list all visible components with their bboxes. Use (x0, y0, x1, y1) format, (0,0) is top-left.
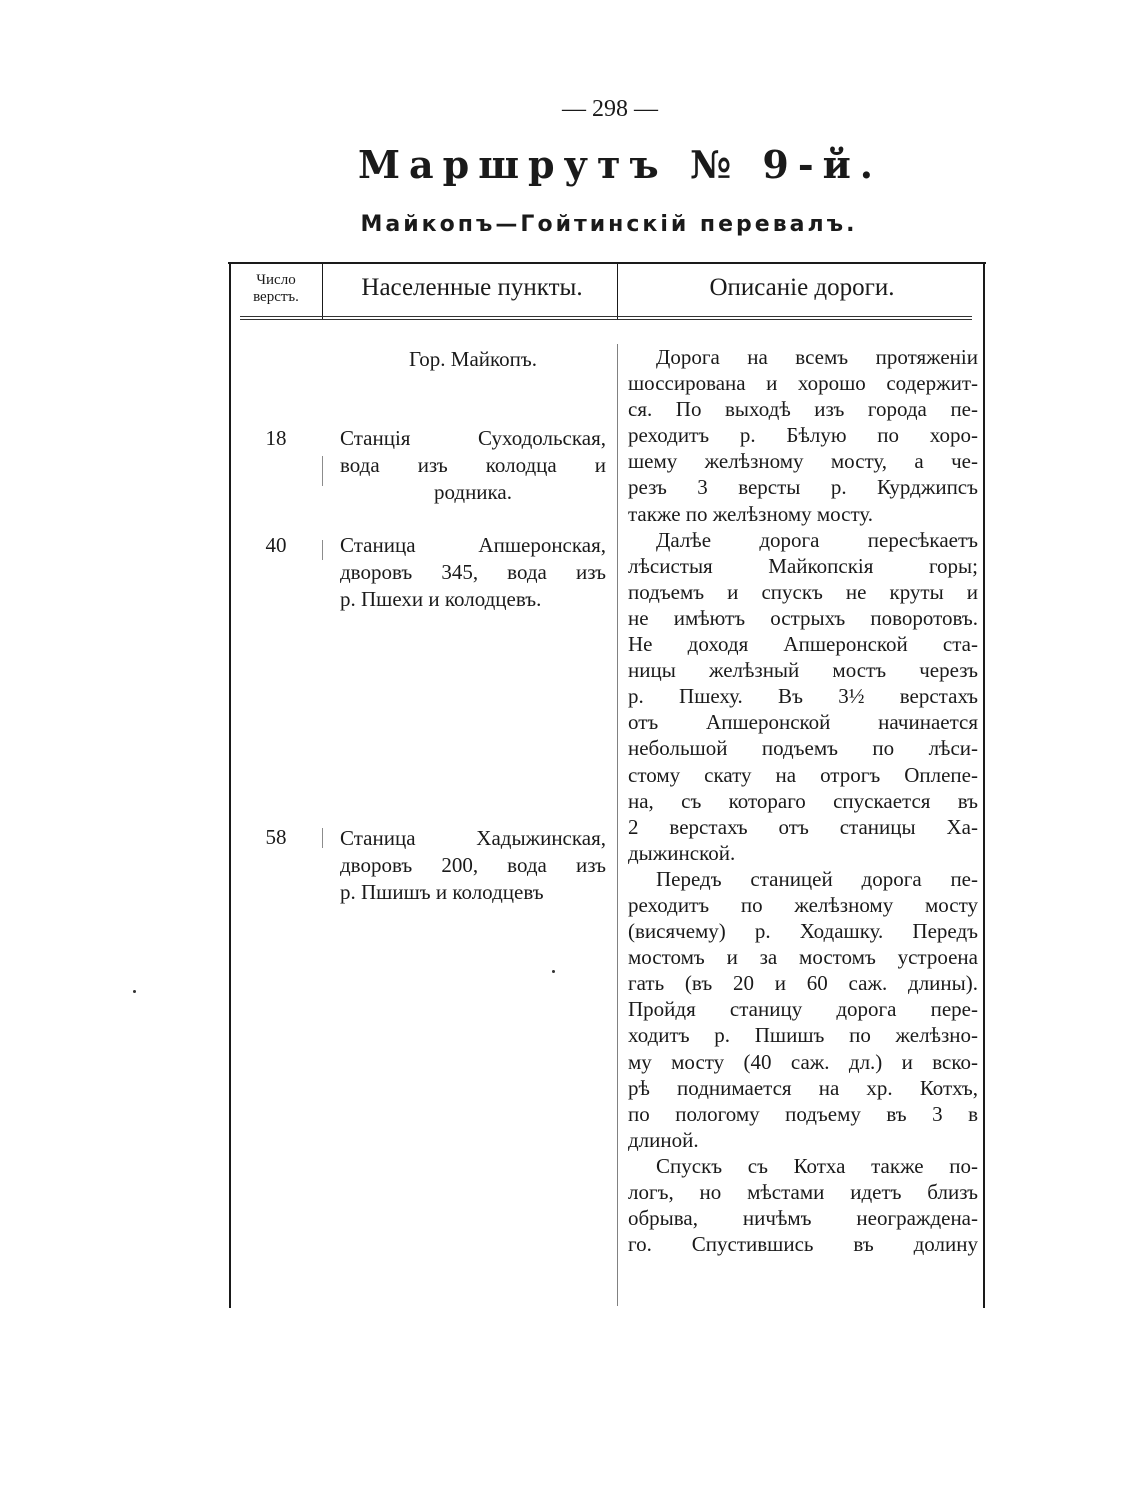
column-divider-1-body-3 (322, 828, 323, 848)
place-apsheronskaya (340, 532, 606, 613)
place-line: Станція Суходольская, (340, 426, 606, 450)
column-divider-1-body-2 (322, 540, 323, 560)
header-versts-line2: верстъ. (253, 289, 299, 305)
description-line: логъ, но мѣстами идетъ близъ (628, 1180, 978, 1204)
description-line: Спускъ съ Котха также по- (656, 1153, 978, 1178)
column-divider-1 (322, 262, 323, 320)
place-line: Гор. Майкопъ. (408, 347, 537, 371)
description-line: ницы желѣзный мостъ черезъ (628, 658, 978, 683)
place-line: вода изъ колодца и (340, 453, 606, 477)
description-line: шему желѣзному мосту, а че- (628, 449, 978, 474)
header-double-rule (240, 316, 972, 320)
description-line: обрыва, ничѣмъ неограждена- (628, 1206, 978, 1231)
versts-cell: 40 (265, 533, 287, 557)
description-line: дыжинской. (628, 840, 736, 865)
description-line: небольшой подъемъ по лѣси- (628, 736, 978, 761)
description-line: рѣ поднимается на хр. Котхъ, (628, 1075, 978, 1100)
table-top-border (228, 262, 986, 264)
description-line: резъ 3 версты р. Курджипсъ (628, 475, 978, 500)
description-line: 2 верстахъ отъ станицы Ха- (628, 814, 978, 839)
column-divider-1-body (322, 456, 323, 486)
description-line: подъемъ и спускъ не круты и (628, 579, 978, 604)
description-line: Дорога на всемъ протяженіи (656, 345, 978, 369)
description-line: реходитъ р. Бѣлую по хоро- (628, 423, 978, 448)
route-title: Маршрутъ № 9-й. (357, 142, 883, 187)
description-line: не имѣютъ острыхъ поворотовъ. (628, 605, 978, 630)
description-line: го. Спустившись въ долину (628, 1232, 978, 1257)
column-divider-2-body (617, 344, 618, 1306)
description-line: р. Пшеху. Въ 3½ верстахъ (628, 684, 978, 709)
description-line: на, съ котораго спускается въ (628, 788, 978, 813)
route-subtitle: Майкопъ—Гойтинскій перевалъ. (360, 212, 858, 237)
description-line: Передъ станицей дорога пе- (656, 866, 978, 891)
table-right-border (983, 262, 985, 1308)
place-sukhodolskaya (340, 425, 606, 506)
description-line: по пологому подъему въ 3 в (628, 1101, 978, 1126)
description-line: отъ Апшеронской начинается (628, 710, 978, 735)
place-line: дворовъ 345, вода изъ (340, 560, 606, 584)
description-line: му мосту (40 саж. дл.) и вско- (628, 1049, 978, 1074)
description-line: реходитъ по желѣзному мосту (628, 892, 978, 917)
description-line: гать (въ 20 и 60 саж. длины). (628, 971, 978, 996)
header-places: Населенные пункты. (361, 274, 583, 301)
description-line: шоссирована и хорошо содержит- (628, 371, 978, 396)
stray-dot (133, 990, 136, 993)
place-line: р. Пшехи и колодцевъ. (340, 587, 542, 611)
description-line: мостомъ и за мостомъ устроена (628, 945, 978, 970)
description-line: Пройдя станицу дорога пере- (628, 997, 978, 1022)
header-versts-line1: Число (256, 272, 296, 288)
place-khadyzhinskaya (340, 825, 606, 906)
description-line: длиной. (628, 1127, 699, 1152)
place-line: р. Пшишъ и колодцевъ (340, 880, 544, 904)
stray-dot (552, 970, 555, 973)
place-maikop (340, 346, 606, 373)
table-left-border (229, 262, 231, 1308)
place-line: родника. (433, 480, 512, 504)
description-line: Далѣе дорога пересѣкаетъ (656, 527, 978, 552)
description-line: лѣсистыя Майкопскія горы; (628, 553, 978, 578)
page-number: — 298 — (562, 96, 658, 122)
header-description: Описаніе дороги. (709, 274, 895, 301)
description-line: также по желѣзному мосту. (628, 501, 874, 526)
place-line: Станица Апшеронская, (340, 533, 606, 557)
place-line: дворовъ 200, вода изъ (340, 853, 606, 877)
description-line: ся. По выходѣ изъ города пе- (628, 397, 978, 422)
description-line: (висячему) р. Ходашку. Передъ (628, 919, 978, 944)
place-line: Станица Хадыжинская, (340, 826, 606, 850)
header-versts (236, 272, 316, 306)
description-line: ходитъ р. Пшишъ по желѣзно- (628, 1023, 978, 1048)
description-line: Не доходя Апшеронской ста- (628, 632, 978, 657)
versts-cell: 58 (265, 825, 287, 849)
versts-cell: 18 (265, 426, 287, 450)
road-description (628, 344, 978, 1257)
description-line: стому скату на отрогъ Оплепе- (628, 762, 978, 787)
